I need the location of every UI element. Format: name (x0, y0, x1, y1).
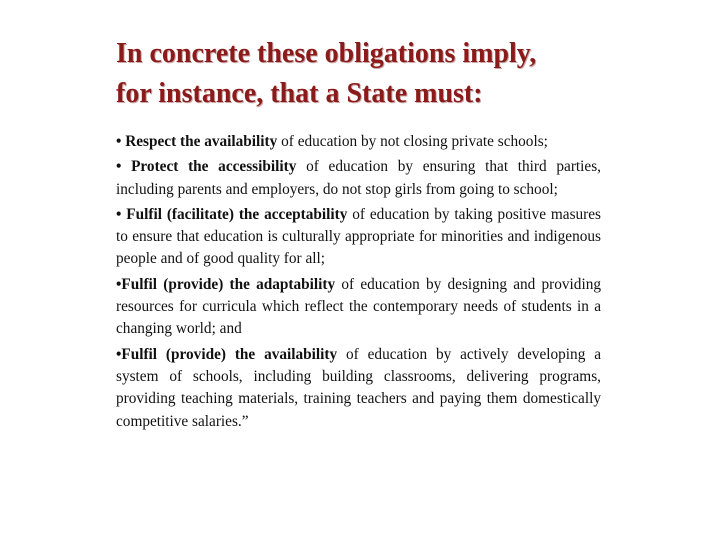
list-item-respect (116, 131, 601, 153)
list-item-text: of education by ensuring that third parties, including parents and employers, do not stop girls from going to school; (116, 158, 601, 198)
slide-title-line-2: for instance, that a State must: (116, 78, 483, 109)
list-item-lead: Respect the availability (125, 133, 278, 150)
list-item-text: of education by taking positive masures to ensure that education is culturally appropriate for minorities and indigenous people and of good quality for all; (116, 205, 602, 268)
list-item-fulfil-facilitate (116, 204, 601, 271)
slide-title-line-1: In concrete these obligations imply, (116, 38, 537, 69)
bullet-icon: • (116, 133, 122, 150)
bullet-icon: • (116, 345, 122, 363)
list-item-lead: Fulfil (provide) the availability (121, 345, 338, 363)
list-item-fulfil-provide-availability (116, 344, 601, 433)
list-item-text: of education by designing and providing resources for curricula which reflect the contemporary needs of students in a changing world; and (116, 275, 601, 338)
slide-title (116, 34, 616, 114)
list-item-lead: Fulfil (provide) the adaptability (121, 275, 336, 293)
list-item-text: of education by actively developing a system of schools, including building classrooms, delivering programs, providing teaching materials, training teachers and paying them domestically competitive salaries.” (116, 345, 601, 430)
bullet-icon: • (116, 158, 122, 176)
obligations-list (116, 131, 601, 436)
list-item-protect (116, 156, 601, 201)
bullet-separator (121, 158, 131, 175)
list-item-lead: Fulfil (facilitate) the acceptability (126, 205, 348, 223)
list-item-lead: Protect the accessibility (131, 158, 297, 176)
list-item-text: of education by not closing private schools; (277, 133, 548, 150)
bullet-icon: • (116, 275, 122, 293)
bullet-icon: • (116, 205, 122, 223)
list-item-fulfil-provide-adaptability (116, 274, 601, 341)
